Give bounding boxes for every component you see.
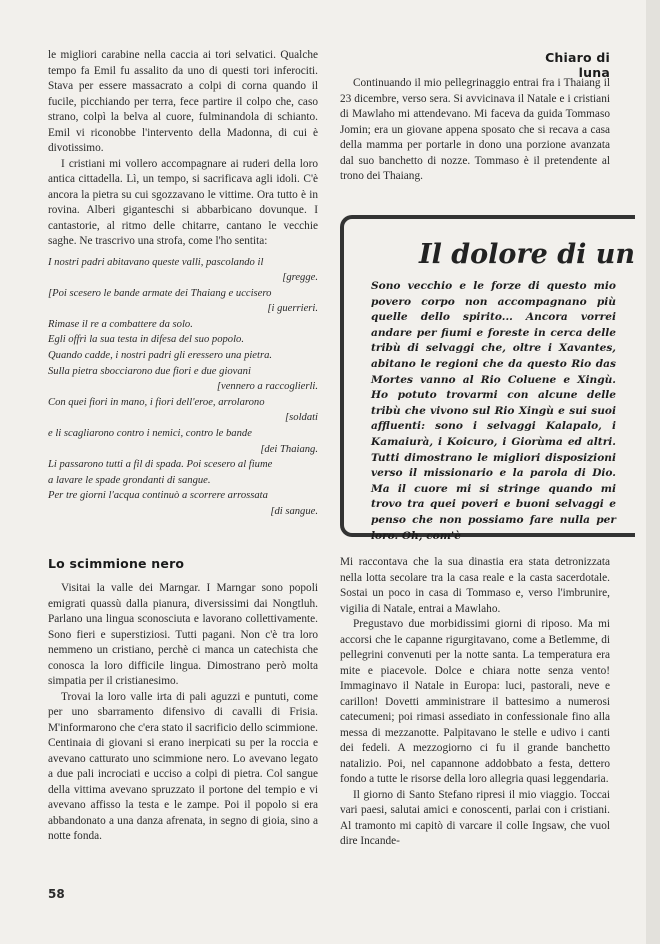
poem-line: I nostri padri abitavano queste valli, pascolando il [48,256,264,268]
poem-line-continuation: [i guerrieri. [267,303,318,315]
section-heading-lo-scimmione-nero: Lo scimmione nero [48,556,185,571]
poem-line-continuation: [soldati [285,412,318,424]
quote-box [340,215,636,542]
body-paragraph: Trovai la loro valle irta di pali aguzzi e puntuti, come per uno sbarramento difensivo di cavalli di Frisia. M'informarono che c'era stato il sacrificio dello scimmione. Centinaia di giovani si erano inerpicati su per la roccia e avevano catturato uno scimmione nero. Lo avevano legato a due pali incrociati e ucciso a colpi di pietra. Col sangue della vittima avevano spruzzato il portone del tempio e vi avevano affisso la testa e le zampe. Poi il popolo si era abbandonato a una danza afrenata, in segno di gioia, sino a notte fonda. [48,690,318,842]
poem-verse [48,255,318,520]
body-paragraph: I cristiani mi vollero accompagnare ai ruderi della loro antica cittadella. Lì, un tempo, si sacrificava agli idoli. C'è ancora la pietra su cui sgozzavano le vittime. Ora tutto è in rovina. Alberi giganteschi si abbarbicano dovunque. I cantastorie, al ritmo delle chitarre, cantano le vecchie saghe. Ne trascrivo una strofa, come l'ho sentita: [48,157,318,247]
poem-line-continuation: [di sangue. [270,506,318,517]
left-column-bottom [48,581,318,845]
poem-line: [Poi scesero le bande armate dei Thaiang e uccisero [48,287,272,299]
poem-line: Per tre giorni l'acqua continuò a scorrere arrossata [48,490,268,502]
poem-line-continuation: [gregge. [282,272,318,284]
right-column-bottom [340,555,610,850]
poem-line: Rimase il re a combattere da solo. [48,318,193,330]
body-paragraph: le migliori carabine nella caccia ai tori selvatici. Qualche tempo fa Emil fu assalito da uno di questi tori inferociti. Stava per essere massacrato a colpi di corna quando il fucile, picchiando per terra, fece partire il colpo che, caso strano, colpì la belva al cuore, fulminandola di schianto. Emil vi riconobbe l'intervento della Madonna, di cui è divotissimo. [48,49,318,154]
poem-line: Quando cadde, i nostri padri gli eressero una pietra. [48,350,273,362]
section-heading-chiaro-di-luna: Chiaro di luna [545,50,610,80]
body-paragraph: Mi raccontava che la sua dinastia era stata detronizzata nella lotta secolare tra la casa reale e la casta sacerdotale. Sostai un poco in casa di Tommaso e, verso l'imbrunire, vigilia di Natale, entrai a Mawlaho. [340,556,610,615]
poem-line-continuation: [dei Thaiang. [260,443,318,455]
left-column-top [48,48,318,520]
body-paragraph: Pregustavo due morbidissimi giorni di riposo. Ma mi accorsi che le capanne rigurgitavano, come a Betlemme, di pellegrini convenuti per la notte santa. La temperatura era mite e piacevole. Dolce e chiara notte senza vento! Immaginavo il Natale in Europa: luci, pastorali, neve e carillon! Dovetti amministrare il battesimo a numerosi catecumeni; poi rimasi assediato in confessionale fino alla messa di mezzanotte. Palpitavano le stelle e udivo i canti dei fedeli. A mezzogiorno ci fu il grande banchetto natalizio. Poi, nel capannone addobbato a festa, dettero fondo a tutte le risorse della loro allegria quasi leggendaria. [340,618,610,785]
poem-line: Con quei fiori in mano, i fiori dell'eroe, arrolarono [48,396,265,408]
poem-line: Sulla pietra sbocciarono due fiori e due giovani [48,365,251,377]
poem-line: Li passarono tutti a fil di spada. Poi scesero al fiume [48,459,273,471]
poem-line: e li scagliarono contro i nemici, contro le bande [48,428,252,440]
quote-box-text: Sono vecchio e le forze di questo mio povero corpo non accompagnano più quelle dello spirito... Ancora vorrei andare per fiumi e foreste in cerca delle tribù di selvaggi che, oltre i Xavantes, abitano le regioni che da questo Rio das Mortes vanno al Rio Coluene e Xingù. Ho potuto trovarmi con alcune delle tribù che vivono sul Rio Xingù e sui suoi affluenti: sono i selvaggi Kalapalo, i Kamaiurà, i Koicuro, i Giorùma ed altri. Tutti dimostrano le migliori disposizioni verso il missionario e la parola di Dio. Ma il cuore mi si stringe quando mi trovo tra quei poveri e buoni selvaggi e penso che non possiamo fare nulla per loro. Oh, com'è [371,280,616,542]
body-paragraph: Continuando il mio pellegrinaggio entrai fra i Thaiang il 23 dicembre, verso sera. Si avvicinava il Natale e i cristiani di Mawlaho mi attendevano. Mi faceva da guida Tommaso Jomin; era un giovane appena sposato che si recava a casa della mamma per portarle in dono una porzione avanzata dal suo banchetto di nozze. Tommaso è il pretendente al trono dei Thaiang. [340,77,610,182]
body-paragraph: Visitai la valle dei Marngar. I Marngar sono popoli emigrati quassù dalla pianura, diversissimi dai Nongtluh. Parlano una lingua sconosciuta e lavorano collettivamente. Sono fieri e superstiziosi. Tutti pagani. Non c'è tra loro nemmeno un cristiano, perchè ci manca un catechista che conosca la loro difficile lingua. Dimostrano però molta simpatia per il cristianesimo. [48,582,318,687]
poem-line-continuation: [vennero a raccoglierli. [216,381,318,393]
poem-line: a lavare le spade grondanti di sangue. [48,474,211,486]
body-paragraph: Il giorno di Santo Stefano ripresi il mio viaggio. Toccai vari paesi, salutai amici e conoscenti, parlai con i cristiani. Al tramonto mi capitò di varcare il colle Ingsaw, che vuol dire Incande- [340,788,610,847]
quote-box-title: Il dolore di un [419,239,636,270]
right-column-top [340,76,610,185]
page-number: 58 [48,887,65,901]
poem-line: Egli offrì la sua testa in difesa del suo popolo. [48,334,244,346]
